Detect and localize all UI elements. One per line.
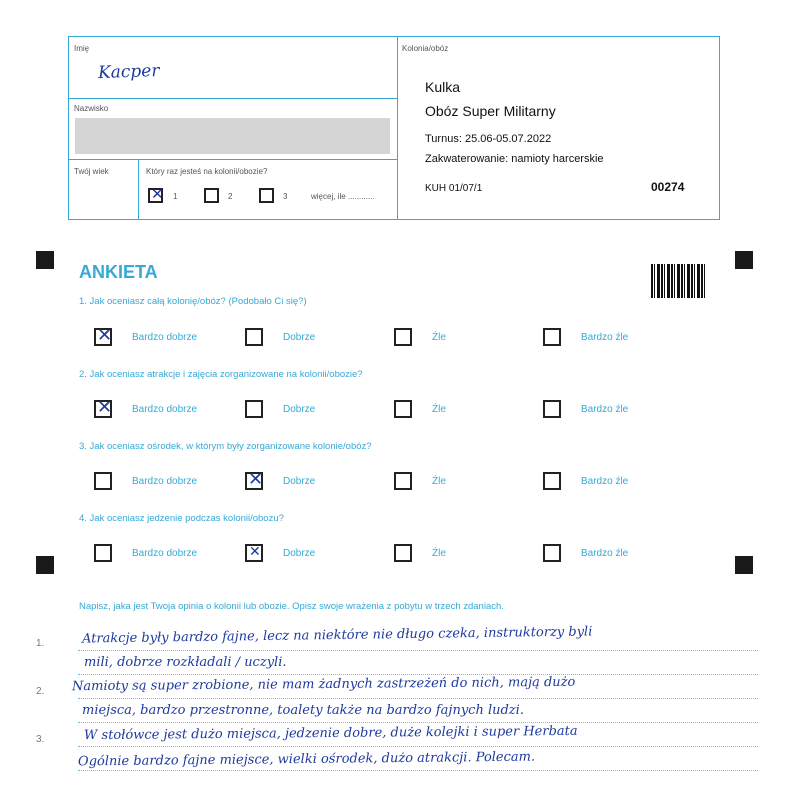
age-label: Twój wiek	[74, 167, 109, 176]
question-2: 2. Jak oceniasz atrakcje i zajęcia zorganizowane na kolonii/obozie?	[79, 369, 363, 380]
registration-marker-top-left	[36, 251, 54, 269]
camp-code: KUH 01/07/1	[425, 183, 483, 194]
q1-option-dobrze: Dobrze	[283, 332, 316, 343]
times-checkmark-1: ✕	[151, 185, 164, 203]
q3-checkbox-dobrze[interactable]	[245, 469, 264, 490]
times-option-2: 2	[228, 192, 233, 201]
accommodation-value: namioty harcerskie	[511, 153, 604, 165]
name-value: Kacper	[97, 60, 160, 84]
surname-label: Nazwisko	[74, 104, 109, 113]
q1-checkbox-dobrze[interactable]	[245, 328, 263, 346]
q2-option-bardzo-dobrze: Bardzo dobrze	[132, 404, 198, 415]
q3-checkbox-bardzo-zle[interactable]	[543, 472, 561, 490]
handwritten-line-2: mili, dobrze rozkładali / uczyli.	[84, 655, 287, 670]
surname-redaction	[75, 118, 390, 154]
name-label: Imię	[74, 44, 90, 53]
q4-checkbox-bardzo-zle[interactable]	[543, 544, 561, 562]
line-number-3: 3.	[36, 734, 45, 745]
times-checkbox-2[interactable]	[204, 188, 219, 203]
writing-line-6	[78, 770, 758, 771]
handwritten-line-3: Namioty są super zrobione, nie mam żadnych zastrzeżeń do nich, mają dużo	[71, 674, 576, 695]
q4-checkmark: ✕	[249, 544, 261, 560]
q1-checkbox-bardzo-dobrze[interactable]	[94, 325, 113, 346]
writing-line-2	[78, 674, 758, 675]
q2-checkbox-bardzo-dobrze[interactable]	[94, 397, 113, 418]
q1-option-zle: Źle	[432, 332, 446, 343]
registration-marker-bottom-right	[735, 556, 753, 574]
handwritten-line-1: Atrakcje były bardzo fajne, lecz na niektóre nie długo czeka, instruktorzy byli	[81, 624, 593, 647]
header-divider-surname	[68, 159, 398, 160]
q3-checkbox-zle[interactable]	[394, 472, 412, 490]
handwritten-line-4: miejsca, bardzo przestronne, toalety także na bardzo fajnych ludzi.	[82, 703, 524, 718]
q4-checkbox-dobrze[interactable]	[245, 544, 263, 562]
header-divider-age	[138, 159, 139, 220]
q2-checkbox-dobrze[interactable]	[245, 400, 263, 418]
q3-option-bardzo-dobrze: Bardzo dobrze	[132, 476, 198, 487]
question-4: 4. Jak oceniasz jedzenie podczas kolonii/obozu?	[79, 513, 284, 524]
times-option-1: 1	[173, 192, 178, 201]
camp-name: Kulka	[425, 79, 461, 95]
form-number: 00274	[651, 180, 685, 194]
line-number-1: 1.	[36, 638, 45, 649]
turnus-label: Turnus:	[425, 133, 462, 145]
header-divider-name	[68, 98, 398, 99]
camp-label: Kolonia/obóz	[402, 44, 449, 53]
writing-line-4	[78, 722, 758, 723]
q2-checkmark: ✕	[97, 397, 113, 418]
turnus-value: 25.06-05.07.2022	[464, 133, 552, 145]
q1-option-bardzo-dobrze: Bardzo dobrze	[132, 332, 198, 343]
q3-checkmark: ✕	[248, 469, 264, 490]
writing-line-5	[78, 746, 758, 747]
q4-checkbox-zle[interactable]	[394, 544, 412, 562]
registration-marker-top-right	[735, 251, 753, 269]
handwritten-line-6: Ogólnie bardzo fajne miejsce, wielki ośrodek, dużo atrakcji. Polecam.	[77, 749, 536, 770]
camp-title: Obóz Super Militarny	[425, 103, 556, 119]
question-3: 3. Jak oceniasz ośrodek, w którym były zorganizowane kolonie/obóz?	[79, 441, 372, 452]
survey-title: ANKIETA	[79, 262, 158, 282]
times-checkbox-1[interactable]	[148, 185, 164, 203]
q1-option-bardzo-zle: Bardzo źle	[581, 332, 629, 343]
q1-checkbox-zle[interactable]	[394, 328, 412, 346]
q4-option-bardzo-dobrze: Bardzo dobrze	[132, 548, 198, 559]
q2-option-zle: Źle	[432, 404, 446, 415]
q4-checkbox-bardzo-dobrze[interactable]	[94, 544, 112, 562]
barcode	[651, 264, 707, 298]
q2-checkbox-zle[interactable]	[394, 400, 412, 418]
q1-checkbox-bardzo-zle[interactable]	[543, 328, 561, 346]
q2-option-dobrze: Dobrze	[283, 404, 316, 415]
writing-line-3	[78, 698, 758, 699]
line-number-2: 2.	[36, 686, 45, 697]
writing-line-1	[78, 650, 758, 651]
accommodation-row	[425, 153, 604, 165]
times-checkbox-3[interactable]	[259, 188, 274, 203]
question-1: 1. Jak oceniasz całą kolonię/obóz? (Podobało Ci się?)	[79, 296, 307, 307]
q3-option-zle: Źle	[432, 476, 446, 487]
times-option-3: 3	[283, 192, 288, 201]
turnus-row	[425, 133, 551, 145]
q3-checkbox-bardzo-dobrze[interactable]	[94, 472, 112, 490]
opinion-prompt: Napisz, jaka jest Twoja opinia o kolonii lub obozie. Opisz swoje wrażenia z pobytu w trzech zdaniach.	[79, 601, 504, 612]
registration-marker-bottom-left	[36, 556, 54, 574]
q4-option-zle: Źle	[432, 548, 446, 559]
q3-option-bardzo-zle: Bardzo źle	[581, 476, 629, 487]
accommodation-label: Zakwaterowanie:	[425, 153, 509, 165]
q2-option-bardzo-zle: Bardzo źle	[581, 404, 629, 415]
q2-checkbox-bardzo-zle[interactable]	[543, 400, 561, 418]
q4-option-bardzo-zle: Bardzo źle	[581, 548, 629, 559]
q1-checkmark: ✕	[97, 325, 113, 346]
times-more: więcej, ile ............	[311, 192, 375, 201]
times-label: Który raz jesteś na kolonii/obozie?	[146, 167, 268, 176]
handwritten-line-5: W stołówce jest dużo miejsca, jedzenie dobre, duże kolejki i super Herbata	[83, 723, 578, 744]
q4-option-dobrze: Dobrze	[283, 548, 316, 559]
header-divider-vertical	[397, 36, 398, 220]
q3-option-dobrze: Dobrze	[283, 476, 316, 487]
